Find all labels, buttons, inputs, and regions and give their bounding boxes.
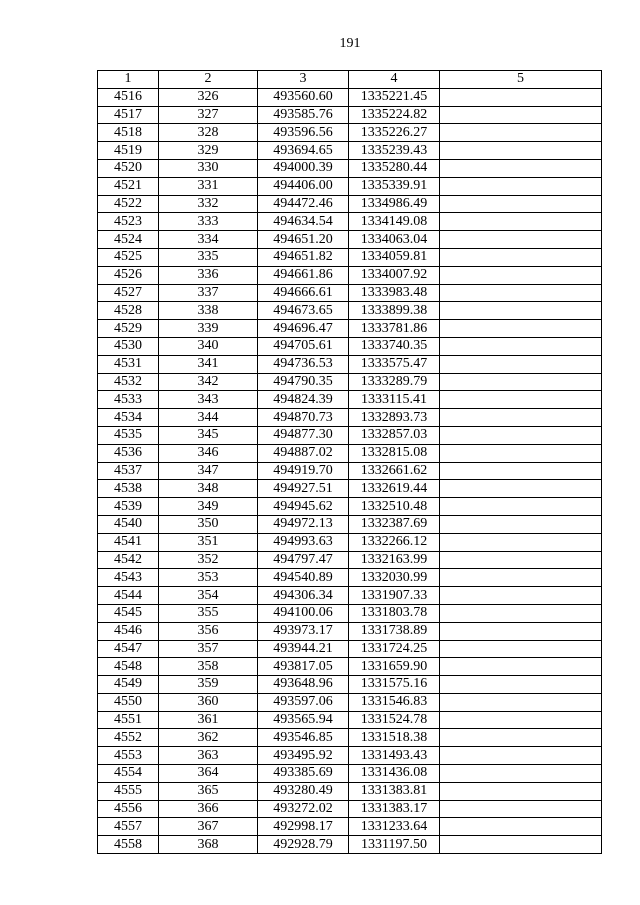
table-cell: 1331724.25	[349, 640, 440, 658]
table-cell: 4526	[98, 266, 159, 284]
table-cell	[440, 747, 602, 765]
table-cell: 1333575.47	[349, 355, 440, 373]
table-cell: 355	[159, 604, 258, 622]
table-cell: 349	[159, 498, 258, 516]
table-cell: 4542	[98, 551, 159, 569]
table-cell: 494651.82	[258, 248, 349, 266]
table-cell: 4551	[98, 711, 159, 729]
table-cell: 4535	[98, 426, 159, 444]
table-cell: 4538	[98, 480, 159, 498]
table-cell: 350	[159, 515, 258, 533]
table-cell: 493565.94	[258, 711, 349, 729]
table-row	[98, 747, 602, 765]
table-row	[98, 515, 602, 533]
table-row	[98, 444, 602, 462]
table-cell: 493560.60	[258, 88, 349, 106]
table-cell: 4540	[98, 515, 159, 533]
table-cell	[440, 444, 602, 462]
table-cell: 493597.06	[258, 693, 349, 711]
table-cell: 1331575.16	[349, 676, 440, 694]
table-cell: 1332893.73	[349, 409, 440, 427]
table-cell: 1331803.78	[349, 604, 440, 622]
table-cell: 338	[159, 302, 258, 320]
table-cell	[440, 373, 602, 391]
table-cell: 4549	[98, 676, 159, 694]
table-cell	[440, 426, 602, 444]
table-cell: 4547	[98, 640, 159, 658]
table-cell	[440, 622, 602, 640]
table-cell	[440, 782, 602, 800]
table-cell: 494972.13	[258, 515, 349, 533]
table-cell	[440, 391, 602, 409]
table-cell: 342	[159, 373, 258, 391]
table-row	[98, 248, 602, 266]
table-cell: 333	[159, 213, 258, 231]
table-cell: 494651.20	[258, 231, 349, 249]
table-cell: 494540.89	[258, 569, 349, 587]
table-cell	[440, 462, 602, 480]
table-cell	[440, 231, 602, 249]
table-cell: 1331233.64	[349, 818, 440, 836]
table-cell: 359	[159, 676, 258, 694]
table-cell: 493694.65	[258, 142, 349, 160]
table-cell: 1331907.33	[349, 587, 440, 605]
table-cell: 1331659.90	[349, 658, 440, 676]
table-row	[98, 320, 602, 338]
table-cell: 1331383.81	[349, 782, 440, 800]
table-cell: 493280.49	[258, 782, 349, 800]
table-row	[98, 587, 602, 605]
table-cell: 494696.47	[258, 320, 349, 338]
table-row	[98, 266, 602, 284]
table-row	[98, 569, 602, 587]
column-header: 2	[159, 71, 258, 89]
table-cell: 494000.39	[258, 159, 349, 177]
table-row	[98, 106, 602, 124]
table-cell: 1331436.08	[349, 765, 440, 783]
table-cell: 352	[159, 551, 258, 569]
table-row	[98, 711, 602, 729]
table-cell: 4553	[98, 747, 159, 765]
table-cell: 1332030.99	[349, 569, 440, 587]
table-row	[98, 533, 602, 551]
table-cell	[440, 711, 602, 729]
coordinates-table	[97, 70, 602, 854]
table-cell: 330	[159, 159, 258, 177]
table-cell: 1335226.27	[349, 124, 440, 142]
table-cell: 494666.61	[258, 284, 349, 302]
table-cell: 4525	[98, 248, 159, 266]
table-cell: 4529	[98, 320, 159, 338]
table-row	[98, 551, 602, 569]
table-cell: 4534	[98, 409, 159, 427]
column-header: 1	[98, 71, 159, 89]
table-cell: 4554	[98, 765, 159, 783]
table-cell: 1331546.83	[349, 693, 440, 711]
table-cell	[440, 124, 602, 142]
table-cell: 493385.69	[258, 765, 349, 783]
table-cell: 4520	[98, 159, 159, 177]
table-cell: 365	[159, 782, 258, 800]
table-cell: 351	[159, 533, 258, 551]
table-cell: 4536	[98, 444, 159, 462]
table-cell: 1334059.81	[349, 248, 440, 266]
table-row	[98, 426, 602, 444]
table-cell: 4523	[98, 213, 159, 231]
table-cell: 354	[159, 587, 258, 605]
table-cell: 1332619.44	[349, 480, 440, 498]
table-cell: 1332857.03	[349, 426, 440, 444]
table-cell: 363	[159, 747, 258, 765]
table-cell	[440, 106, 602, 124]
table-cell: 493973.17	[258, 622, 349, 640]
table-cell: 4556	[98, 800, 159, 818]
table-cell: 1334063.04	[349, 231, 440, 249]
table-cell: 4552	[98, 729, 159, 747]
table-row	[98, 177, 602, 195]
table-cell: 494927.51	[258, 480, 349, 498]
table-cell: 494306.34	[258, 587, 349, 605]
table-cell: 353	[159, 569, 258, 587]
table-cell	[440, 248, 602, 266]
table-cell: 1331493.43	[349, 747, 440, 765]
table-row	[98, 373, 602, 391]
table-row	[98, 782, 602, 800]
table-cell: 4524	[98, 231, 159, 249]
table-row	[98, 640, 602, 658]
table-cell: 494919.70	[258, 462, 349, 480]
table-row	[98, 658, 602, 676]
table-cell: 4544	[98, 587, 159, 605]
table-cell: 1332387.69	[349, 515, 440, 533]
table-cell: 4531	[98, 355, 159, 373]
table-cell: 494673.65	[258, 302, 349, 320]
table-row	[98, 195, 602, 213]
table-row	[98, 498, 602, 516]
table-cell: 1332661.62	[349, 462, 440, 480]
table-row	[98, 231, 602, 249]
table-cell: 1334149.08	[349, 213, 440, 231]
table-cell: 494100.06	[258, 604, 349, 622]
table-cell	[440, 266, 602, 284]
table-row	[98, 818, 602, 836]
table-cell: 492998.17	[258, 818, 349, 836]
table-row	[98, 480, 602, 498]
table-cell: 493596.56	[258, 124, 349, 142]
table-cell: 493546.85	[258, 729, 349, 747]
table-cell: 494406.00	[258, 177, 349, 195]
table-cell	[440, 355, 602, 373]
table-cell: 494797.47	[258, 551, 349, 569]
table-cell: 346	[159, 444, 258, 462]
table-cell: 494824.39	[258, 391, 349, 409]
table-cell: 493817.05	[258, 658, 349, 676]
table-cell	[440, 337, 602, 355]
table-cell	[440, 533, 602, 551]
table-cell	[440, 693, 602, 711]
table-row	[98, 88, 602, 106]
table-row	[98, 124, 602, 142]
table-cell: 1333899.38	[349, 302, 440, 320]
table-cell: 1332163.99	[349, 551, 440, 569]
table-cell: 367	[159, 818, 258, 836]
table-cell	[440, 569, 602, 587]
table-row	[98, 693, 602, 711]
table-cell: 4528	[98, 302, 159, 320]
table-cell: 361	[159, 711, 258, 729]
table-cell: 327	[159, 106, 258, 124]
table-cell: 493944.21	[258, 640, 349, 658]
table-cell	[440, 159, 602, 177]
table-cell: 1334986.49	[349, 195, 440, 213]
table-cell: 4527	[98, 284, 159, 302]
table-cell: 494993.63	[258, 533, 349, 551]
table-cell: 1333781.86	[349, 320, 440, 338]
table-cell	[440, 604, 602, 622]
table-cell: 1331197.50	[349, 836, 440, 854]
table-cell: 358	[159, 658, 258, 676]
table-row	[98, 765, 602, 783]
table-cell: 1332815.08	[349, 444, 440, 462]
table-cell: 493272.02	[258, 800, 349, 818]
table-cell: 4545	[98, 604, 159, 622]
table-cell	[440, 480, 602, 498]
table-cell: 344	[159, 409, 258, 427]
table-cell	[440, 515, 602, 533]
table-cell: 4550	[98, 693, 159, 711]
table-cell	[440, 836, 602, 854]
table-cell: 4532	[98, 373, 159, 391]
page-number: 191	[339, 36, 361, 51]
table-row	[98, 284, 602, 302]
table-cell	[440, 195, 602, 213]
table-row	[98, 729, 602, 747]
table-cell: 1335239.43	[349, 142, 440, 160]
table-cell: 1334007.92	[349, 266, 440, 284]
table-cell: 348	[159, 480, 258, 498]
table-cell: 1333740.35	[349, 337, 440, 355]
table-cell: 493648.96	[258, 676, 349, 694]
table-row	[98, 337, 602, 355]
table-cell	[440, 498, 602, 516]
table-cell	[440, 729, 602, 747]
table-cell: 339	[159, 320, 258, 338]
table-cell: 494790.35	[258, 373, 349, 391]
table-cell	[440, 213, 602, 231]
table-row	[98, 409, 602, 427]
table-cell	[440, 284, 602, 302]
table-cell	[440, 676, 602, 694]
table-cell: 4521	[98, 177, 159, 195]
table-cell: 1333115.41	[349, 391, 440, 409]
table-cell: 364	[159, 765, 258, 783]
table-cell: 1332266.12	[349, 533, 440, 551]
table-cell: 336	[159, 266, 258, 284]
table-cell: 1333983.48	[349, 284, 440, 302]
table-cell	[440, 551, 602, 569]
column-header: 4	[349, 71, 440, 89]
table-cell: 343	[159, 391, 258, 409]
table-cell: 347	[159, 462, 258, 480]
table-cell: 1335280.44	[349, 159, 440, 177]
table-cell: 366	[159, 800, 258, 818]
table-cell: 1332510.48	[349, 498, 440, 516]
table-cell: 329	[159, 142, 258, 160]
table-cell: 494705.61	[258, 337, 349, 355]
table-cell: 1331738.89	[349, 622, 440, 640]
table-cell: 362	[159, 729, 258, 747]
table-row	[98, 302, 602, 320]
table-cell: 494736.53	[258, 355, 349, 373]
table-cell	[440, 640, 602, 658]
table-body	[98, 88, 602, 853]
column-header: 3	[258, 71, 349, 89]
table-row	[98, 391, 602, 409]
table-cell: 332	[159, 195, 258, 213]
table-cell: 326	[159, 88, 258, 106]
table-cell: 340	[159, 337, 258, 355]
table-cell: 4519	[98, 142, 159, 160]
table-header-row	[98, 71, 602, 89]
table-cell	[440, 658, 602, 676]
table-cell: 4516	[98, 88, 159, 106]
table-cell: 4543	[98, 569, 159, 587]
table-cell	[440, 320, 602, 338]
table-cell: 4517	[98, 106, 159, 124]
table-cell: 1331383.17	[349, 800, 440, 818]
table-cell: 341	[159, 355, 258, 373]
table-cell: 4546	[98, 622, 159, 640]
table-cell: 4558	[98, 836, 159, 854]
table-cell: 335	[159, 248, 258, 266]
table-cell: 494870.73	[258, 409, 349, 427]
table-row	[98, 604, 602, 622]
table-cell: 494877.30	[258, 426, 349, 444]
table-cell: 493495.92	[258, 747, 349, 765]
table-cell	[440, 302, 602, 320]
table-cell: 494945.62	[258, 498, 349, 516]
table-cell	[440, 177, 602, 195]
table-cell	[440, 142, 602, 160]
table-cell: 1331518.38	[349, 729, 440, 747]
table-cell	[440, 409, 602, 427]
table-cell: 357	[159, 640, 258, 658]
table-cell: 493585.76	[258, 106, 349, 124]
table-cell: 4518	[98, 124, 159, 142]
table-cell: 368	[159, 836, 258, 854]
table-cell: 345	[159, 426, 258, 444]
column-header: 5	[440, 71, 602, 89]
table-row	[98, 462, 602, 480]
table-cell	[440, 587, 602, 605]
table-cell: 337	[159, 284, 258, 302]
table-cell: 4539	[98, 498, 159, 516]
table-row	[98, 355, 602, 373]
table-row	[98, 159, 602, 177]
table-cell: 360	[159, 693, 258, 711]
table-cell: 4541	[98, 533, 159, 551]
table-cell: 494887.02	[258, 444, 349, 462]
table-cell: 1333289.79	[349, 373, 440, 391]
table-cell: 331	[159, 177, 258, 195]
table-cell	[440, 800, 602, 818]
table-cell	[440, 818, 602, 836]
table-row	[98, 836, 602, 854]
table-row	[98, 676, 602, 694]
table-cell: 1335339.91	[349, 177, 440, 195]
table-cell: 4537	[98, 462, 159, 480]
table-cell: 4522	[98, 195, 159, 213]
table-cell: 494661.86	[258, 266, 349, 284]
table-cell: 1335224.82	[349, 106, 440, 124]
table-cell: 4530	[98, 337, 159, 355]
table-cell: 1335221.45	[349, 88, 440, 106]
table-row	[98, 622, 602, 640]
table-row	[98, 800, 602, 818]
table-row	[98, 142, 602, 160]
table-cell: 4557	[98, 818, 159, 836]
table-cell: 492928.79	[258, 836, 349, 854]
table-cell: 4555	[98, 782, 159, 800]
table-cell: 494634.54	[258, 213, 349, 231]
table-cell	[440, 765, 602, 783]
table-cell: 356	[159, 622, 258, 640]
table-cell: 334	[159, 231, 258, 249]
table-cell: 328	[159, 124, 258, 142]
table-row	[98, 213, 602, 231]
table-cell: 4533	[98, 391, 159, 409]
table-cell: 494472.46	[258, 195, 349, 213]
table-cell: 4548	[98, 658, 159, 676]
table-cell	[440, 88, 602, 106]
table-cell: 1331524.78	[349, 711, 440, 729]
